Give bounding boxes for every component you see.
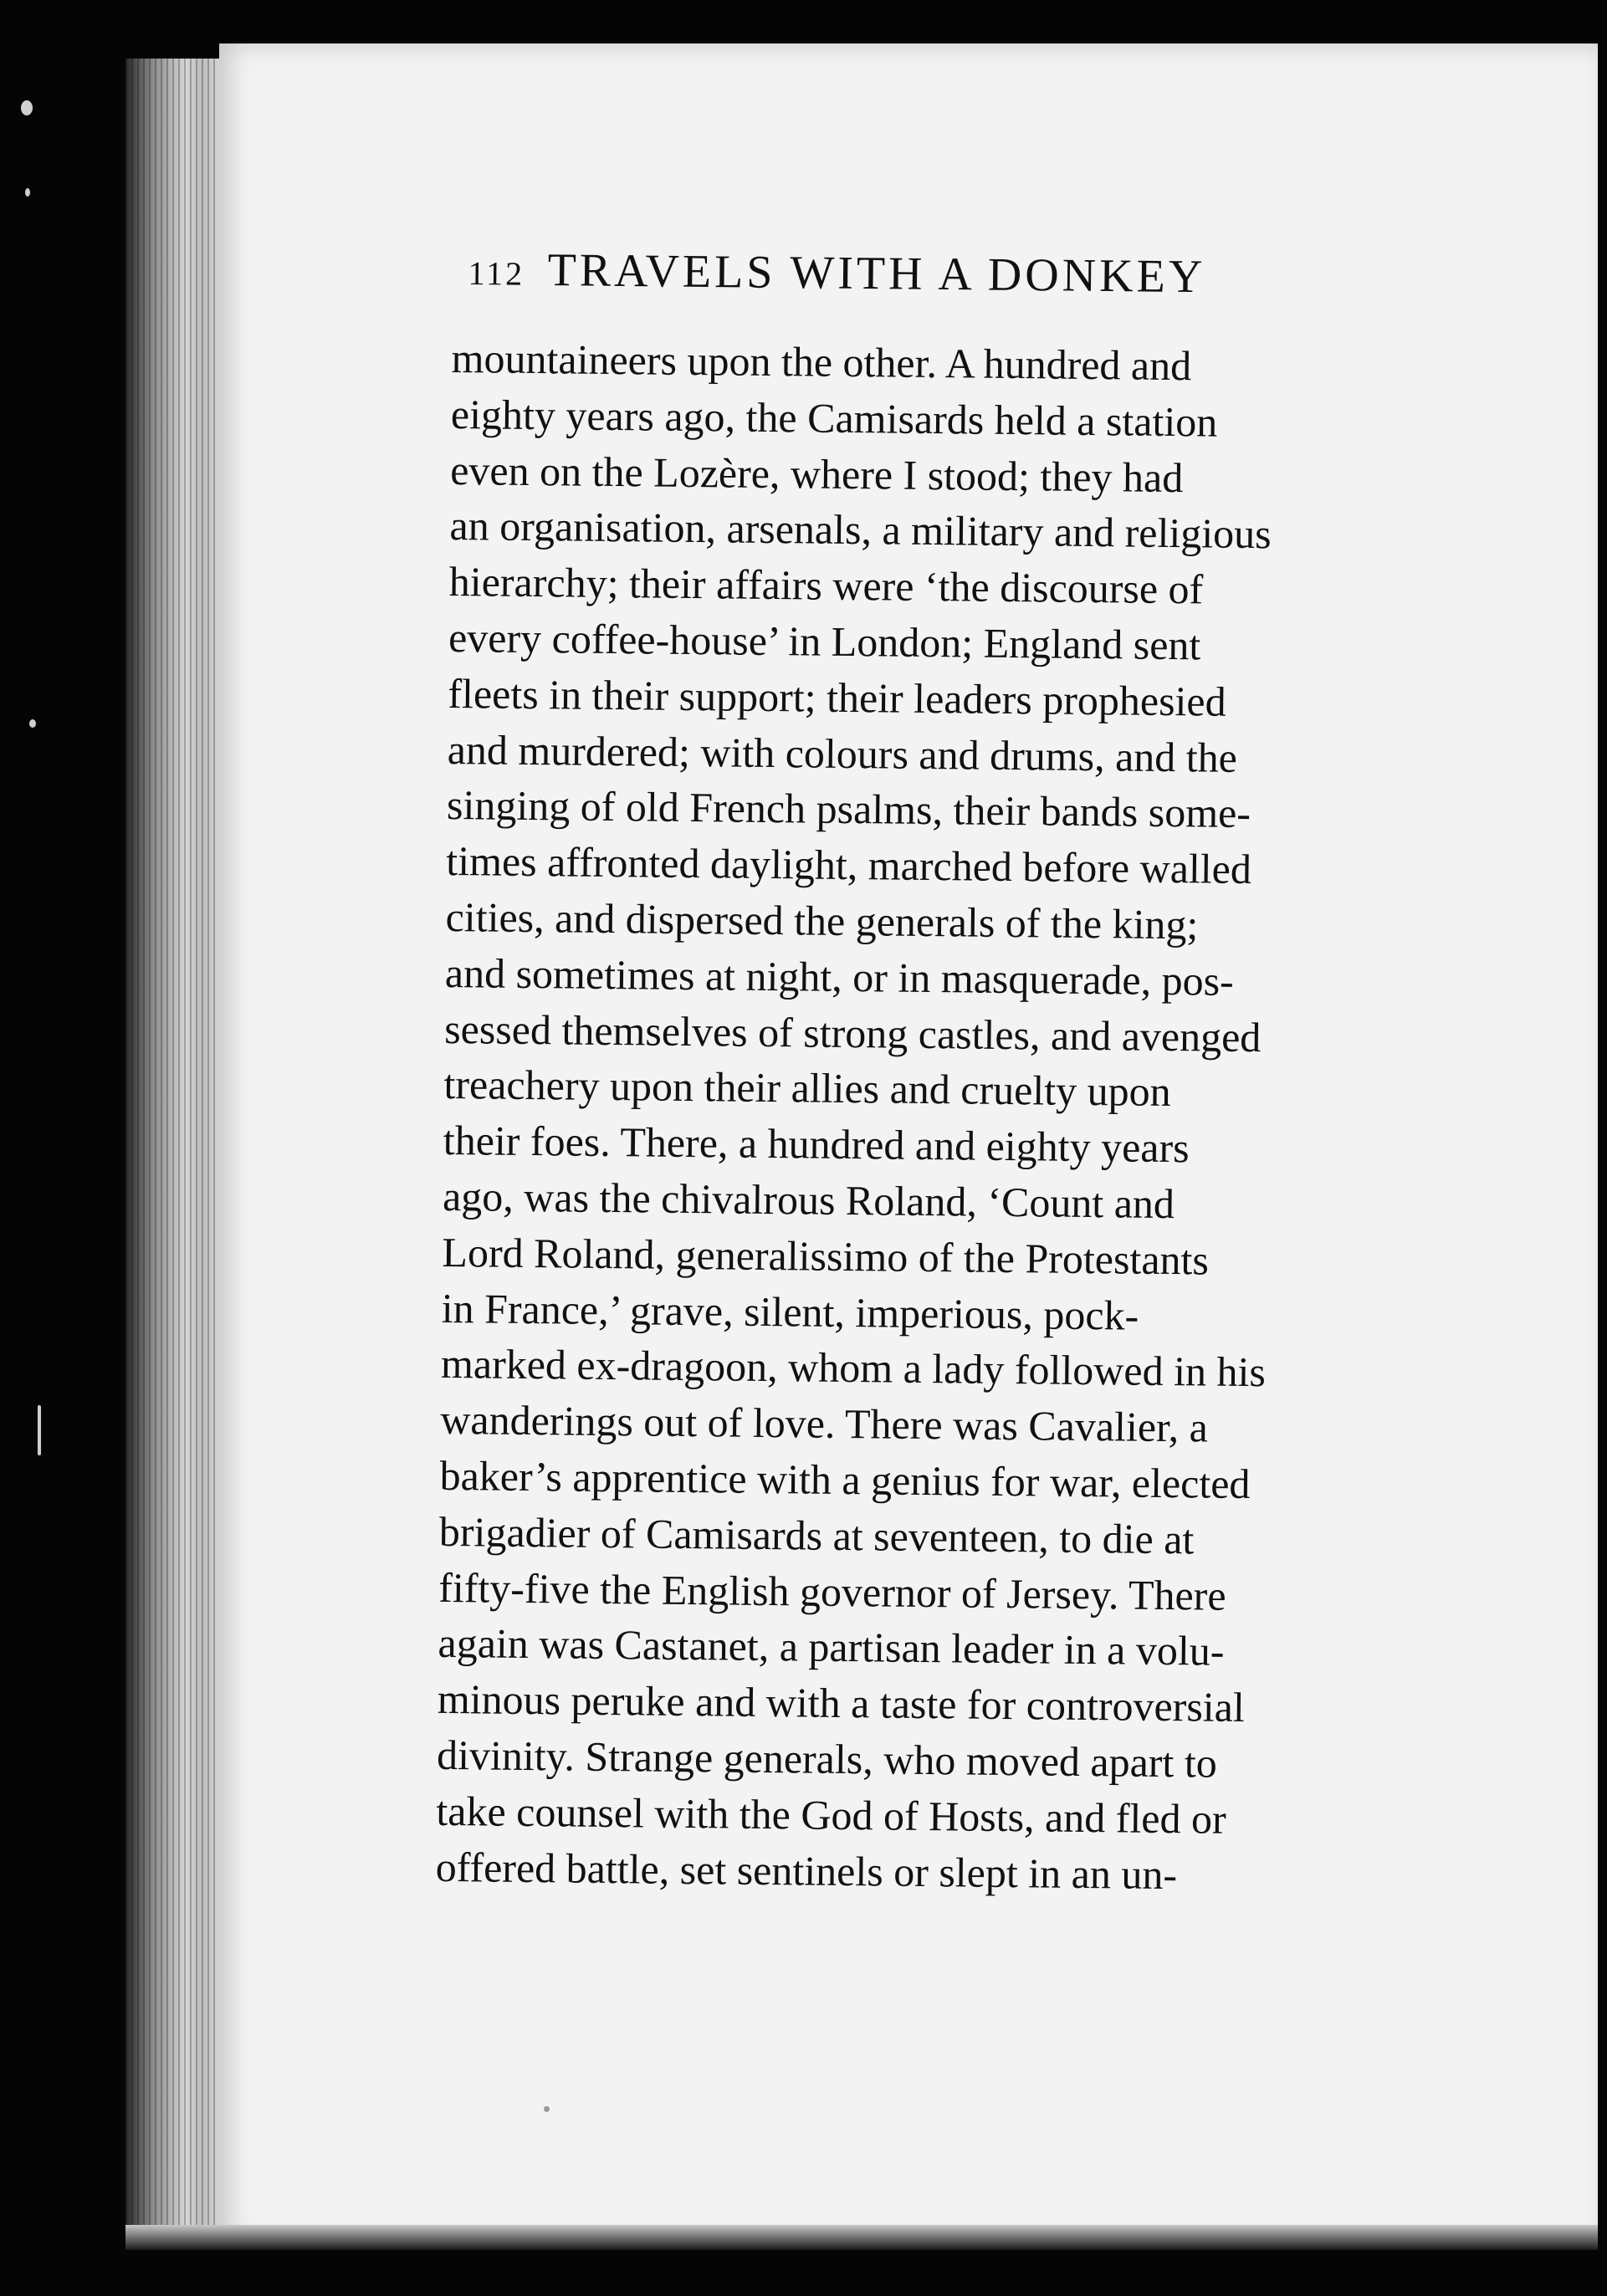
text-line: mountaineers upon the other. A hundred and <box>451 334 1192 390</box>
text-line: cities, and dispersed the generals of the king; <box>445 892 1199 949</box>
text-line: minous peruke and with a taste for controversial <box>437 1675 1246 1731</box>
text-line: wanderings out of love. There was Cavalier, a <box>440 1396 1209 1451</box>
text-line: an organisation, arsenals, a military and religious <box>449 502 1272 558</box>
text-line: their foes. There, a hundred and eighty years <box>443 1117 1190 1172</box>
text-line: singing of old French psalms, their bands some- <box>446 781 1251 837</box>
text-line: Lord Roland, generalissimo of the Protestants <box>442 1228 1210 1284</box>
text-line: baker’s apprentice with a genius for war, elected <box>439 1451 1251 1508</box>
text-line: times affronted daylight, marched before walled <box>446 837 1252 893</box>
page-number: 112 <box>468 253 525 293</box>
text-line: hierarchy; their affairs were ‘the discourse of <box>448 558 1204 613</box>
text-line: offered battle, set sentinels or slept in an un- <box>435 1843 1178 1898</box>
text-line: sessed themselves of strong castles, and avenged <box>443 1005 1262 1061</box>
body-text <box>435 330 1468 1905</box>
text-line: treachery upon their allies and cruelty upon <box>443 1061 1171 1116</box>
text-line: even on the Lozère, where I stood; they had <box>449 446 1184 501</box>
text-line: fifty-five the English governor of Jersey. There <box>438 1563 1226 1619</box>
page-header <box>468 243 1372 319</box>
text-line: and murdered; with colours and drums, and the <box>447 725 1238 781</box>
text-line: fleets in their support; their leaders prophesied <box>448 669 1226 725</box>
text-line: and sometimes at night, or in masquerade, pos- <box>444 949 1235 1005</box>
text-line: ago, was the chivalrous Roland, ‘Count and <box>442 1172 1175 1228</box>
book-page-edges <box>125 59 234 2250</box>
text-line: again was Castanet, a partisan leader in a volu- <box>438 1619 1225 1675</box>
running-head: TRAVELS WITH A DONKEY <box>547 243 1206 304</box>
text-line: brigadier of Camisards at seventeen, to die at <box>438 1507 1195 1563</box>
text-line: in France,’ grave, silent, imperious, pock- <box>441 1284 1139 1339</box>
text-line: eighty years ago, the Camisards held a station <box>450 390 1218 446</box>
text-line: marked ex-dragoon, whom a lady followed in his <box>440 1340 1267 1396</box>
page-bottom-edge <box>125 2225 1598 2250</box>
text-line: every coffee-house’ in London; England sent <box>448 613 1201 669</box>
text-line: take counsel with the God of Hosts, and fled or <box>436 1787 1226 1843</box>
text-line: divinity. Strange generals, who moved apart to <box>436 1731 1218 1787</box>
